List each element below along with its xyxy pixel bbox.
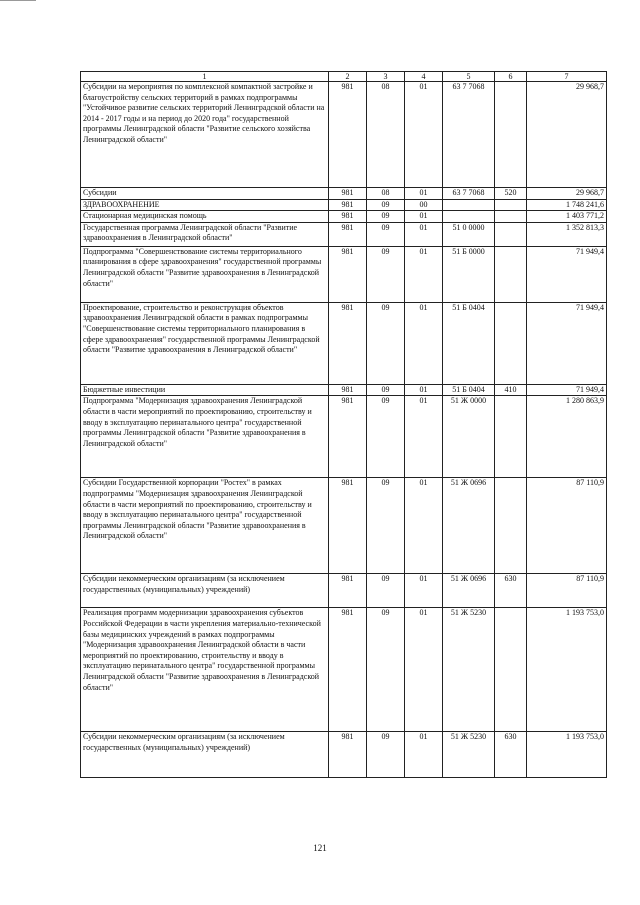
subsection-code-cell: 01 [405,222,443,246]
header-cell: 5 [443,72,495,82]
amount-cell: 87 110,9 [527,574,607,608]
header-cell: 2 [329,72,367,82]
expense-type-cell [495,478,527,574]
ministry-code-cell: 981 [329,199,367,211]
top-rule [0,0,36,1]
ministry-code-cell: 981 [329,246,367,302]
subsection-code-cell: 01 [405,302,443,384]
row-name-cell: Стационарная медицинская помощь [81,211,329,223]
ministry-code-cell: 981 [329,82,367,188]
ministry-code-cell: 981 [329,302,367,384]
subsection-code-cell: 01 [405,732,443,778]
budget-table [80,71,607,778]
table-row [81,384,607,396]
target-article-cell: 51 Ж 0000 [443,396,495,478]
subsection-code-cell: 01 [405,246,443,302]
ministry-code-cell: 981 [329,574,367,608]
section-code-cell: 09 [367,608,405,732]
header-cell: 4 [405,72,443,82]
expense-type-cell [495,211,527,223]
expense-type-cell: 630 [495,574,527,608]
subsection-code-cell: 01 [405,478,443,574]
amount-cell: 1 193 753,0 [527,732,607,778]
subsection-code-cell: 01 [405,608,443,732]
expense-type-cell [495,199,527,211]
table-row [81,211,607,223]
section-code-cell: 08 [367,188,405,200]
target-article-cell: 51 Ж 5230 [443,608,495,732]
section-code-cell: 09 [367,211,405,223]
section-code-cell: 09 [367,302,405,384]
expense-type-cell [495,396,527,478]
expense-type-cell [495,246,527,302]
section-code-cell: 09 [367,732,405,778]
target-article-cell: 51 Б 0000 [443,246,495,302]
ministry-code-cell: 981 [329,188,367,200]
row-name-cell: Субсидии некоммерческим организациям (за исключением государственных (муниципальных) учреждений) [81,732,329,778]
amount-cell: 1 352 813,3 [527,222,607,246]
table-row [81,199,607,211]
expense-type-cell [495,222,527,246]
section-code-cell: 08 [367,82,405,188]
expense-type-cell: 630 [495,732,527,778]
ministry-code-cell: 981 [329,384,367,396]
subsection-code-cell: 01 [405,188,443,200]
target-article-cell: 51 Б 0404 [443,384,495,396]
target-article-cell: 51 Ж 0696 [443,478,495,574]
target-article-cell: 51 0 0000 [443,222,495,246]
header-cell: 7 [527,72,607,82]
subsection-code-cell: 01 [405,574,443,608]
header-row [81,72,607,82]
table-row [81,82,607,188]
table-row [81,302,607,384]
section-code-cell: 09 [367,222,405,246]
subsection-code-cell: 01 [405,211,443,223]
target-article-cell: 51 Ж 0696 [443,574,495,608]
table-row [81,396,607,478]
section-code-cell: 09 [367,478,405,574]
target-article-cell: 51 Ж 5230 [443,732,495,778]
amount-cell: 1 193 753,0 [527,608,607,732]
row-name-cell: Государственная программа Ленинградской области "Развитие здравоохранения в Ленинградской области" [81,222,329,246]
row-name-cell: Реализация программ модернизации здравоохранения субъектов Российской Федерации в части укрепления материально-технической базы медицинских учреждений в рамках подпрограммы "Модернизация здравоохранения Ленинградской области в части мероприятий по проектированию, строительству и вводу в эксплуатацию перинатального центра" государственной программы Ленинградской области "Развитие здравоохранения в Ленинградской области" [81,608,329,732]
subsection-code-cell: 01 [405,396,443,478]
table-row [81,478,607,574]
amount-cell: 71 949,4 [527,302,607,384]
row-name-cell: Бюджетные инвестиции [81,384,329,396]
target-article-cell: 63 7 7068 [443,188,495,200]
expense-type-cell: 410 [495,384,527,396]
row-name-cell: Субсидии некоммерческим организациям (за исключением государственных (муниципальных) учреждений) [81,574,329,608]
section-code-cell: 09 [367,396,405,478]
amount-cell: 29 968,7 [527,82,607,188]
ministry-code-cell: 981 [329,732,367,778]
expense-type-cell [495,608,527,732]
row-name-cell: Субсидии [81,188,329,200]
subsection-code-cell: 00 [405,199,443,211]
expense-type-cell: 520 [495,188,527,200]
amount-cell: 1 280 863,9 [527,396,607,478]
section-code-cell: 09 [367,199,405,211]
amount-cell: 71 949,4 [527,246,607,302]
ministry-code-cell: 981 [329,211,367,223]
target-article-cell: 51 Б 0404 [443,302,495,384]
table-row [81,246,607,302]
ministry-code-cell: 981 [329,222,367,246]
target-article-cell [443,199,495,211]
subsection-code-cell: 01 [405,384,443,396]
row-name-cell: Субсидии на мероприятия по комплексной компактной застройке и благоустройству сельских территорий в рамках подпрограммы "Устойчивое развитие сельских территорий Ленинградской области на 2014 - 2017 годы и на период до 2020 года" государственной программы Ленинградской области "Развитие сельского хозяйства Ленинградской области" [81,82,329,188]
table-row [81,574,607,608]
row-name-cell: Проектирование, строительство и реконструкция объектов здравоохранения Ленинградской области в рамках подпрограммы "Совершенствование системы территориального планирования в сфере здравоохранения" государственной программы Ленинградской области "Развитие здравоохранения в Ленинградской области" [81,302,329,384]
row-name-cell: Субсидии Государственной корпорации "Ростех" в рамках подпрограммы "Модернизация здравоохранения Ленинградской области в части мероприятий по проектированию, строительству и вводу в эксплуатацию перинатального центра" государственной программы Ленинградской области "Развитие здравоохранения в Ленинградской области" [81,478,329,574]
amount-cell: 1 403 771,2 [527,211,607,223]
ministry-code-cell: 981 [329,396,367,478]
header-cell: 1 [81,72,329,82]
amount-cell: 71 949,4 [527,384,607,396]
section-code-cell: 09 [367,246,405,302]
row-name-cell: Подпрограмма "Совершенствование системы территориального планирования в сфере здравоохранения" государственной программы Ленинградской области "Развитие здравоохранения в Ленинградской области" [81,246,329,302]
ministry-code-cell: 981 [329,608,367,732]
table-row [81,188,607,200]
section-code-cell: 09 [367,384,405,396]
table-row [81,222,607,246]
target-article-cell: 63 7 7068 [443,82,495,188]
row-name-cell: Подпрограмма "Модернизация здравоохранения Ленинградской области в части мероприятий по проектированию, строительству и вводу в эксплуатацию перинатального центра" государственной программы Ленинградской области "Развитие здравоохранения в Ленинградской области" [81,396,329,478]
subsection-code-cell: 01 [405,82,443,188]
table-row [81,732,607,778]
expense-type-cell [495,82,527,188]
table-body [81,72,607,778]
header-cell: 3 [367,72,405,82]
amount-cell: 29 968,7 [527,188,607,200]
section-code-cell: 09 [367,574,405,608]
header-cell: 6 [495,72,527,82]
table-row [81,608,607,732]
amount-cell: 87 110,9 [527,478,607,574]
ministry-code-cell: 981 [329,478,367,574]
target-article-cell [443,211,495,223]
expense-type-cell [495,302,527,384]
page-number: 121 [313,843,327,853]
amount-cell: 1 748 241,6 [527,199,607,211]
row-name-cell: ЗДРАВООХРАНЕНИЕ [81,199,329,211]
